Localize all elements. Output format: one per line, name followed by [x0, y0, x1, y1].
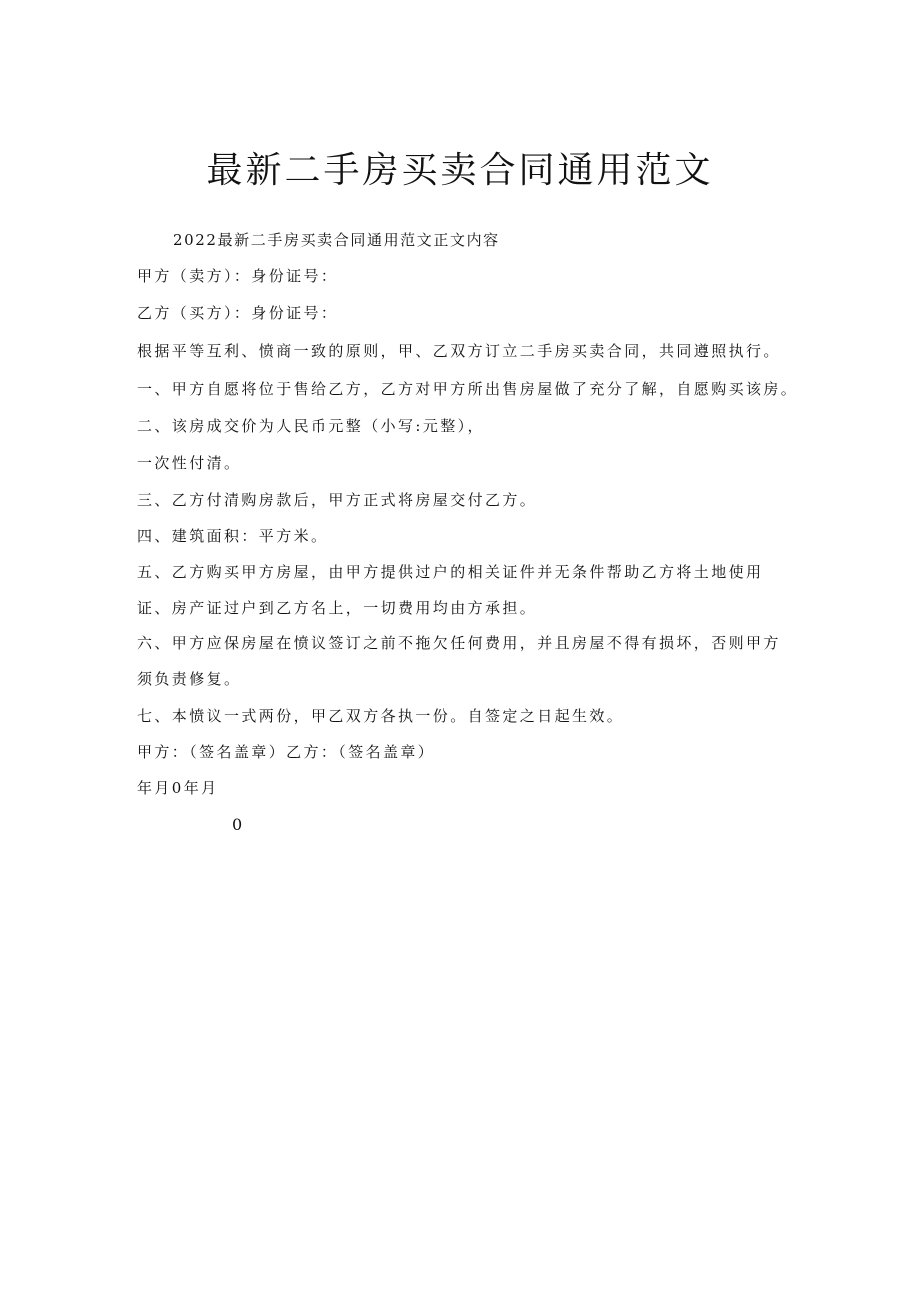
date-line: 年月0年月 [137, 779, 219, 797]
clause-5-continued: 证、房产证过户到乙方名上，一切费用均由方承担。 [137, 599, 538, 617]
clause-6: 六、甲方应保房屋在愤议签订之前不拖欠任何费用，并且房屋不得有损坏，否则甲方 [137, 634, 781, 652]
page-title: 最新二手房买卖合同通用范文 [206, 150, 714, 191]
clause-2-continued: 一次性付清。 [137, 454, 242, 472]
clause-5: 五、乙方购买甲方房屋，由甲方提供过户的相关证件并无条件帮助乙方将土地使用 [137, 563, 764, 581]
clause-1: 一、甲方自愿将位于售给乙方，乙方对甲方所出售房屋做了充分了解，自愿购买该房。 [137, 380, 799, 398]
clause-2: 二、该房成交价为人民币元整（小写:元整）， [137, 417, 485, 435]
clause-3: 三、乙方付清购房款后，甲方正式将房屋交付乙方。 [137, 491, 538, 509]
clause-4: 四、建筑面积：平方米。 [137, 527, 329, 545]
clause-6-continued: 须负责修复。 [137, 670, 242, 688]
clause-7: 七、本愤议一式两份，甲乙双方各执一份。自签定之日起生效。 [137, 707, 625, 725]
buyer-line: 乙方（买方）：身份证号： [137, 304, 339, 322]
seller-line: 甲方（卖方）：身份证号： [137, 267, 339, 285]
document-subtitle: 2022最新二手房买卖合同通用范文正文内容 [173, 231, 500, 249]
signature-line: 甲方：（签名盖章）乙方：（签名盖章） [137, 743, 436, 761]
trailing-zero: 0 [232, 815, 245, 834]
preamble-paragraph: 根据平等互利、愤商一致的原则，甲、乙双方订立二手房买卖合同，共同遵照执行。 [137, 342, 781, 360]
